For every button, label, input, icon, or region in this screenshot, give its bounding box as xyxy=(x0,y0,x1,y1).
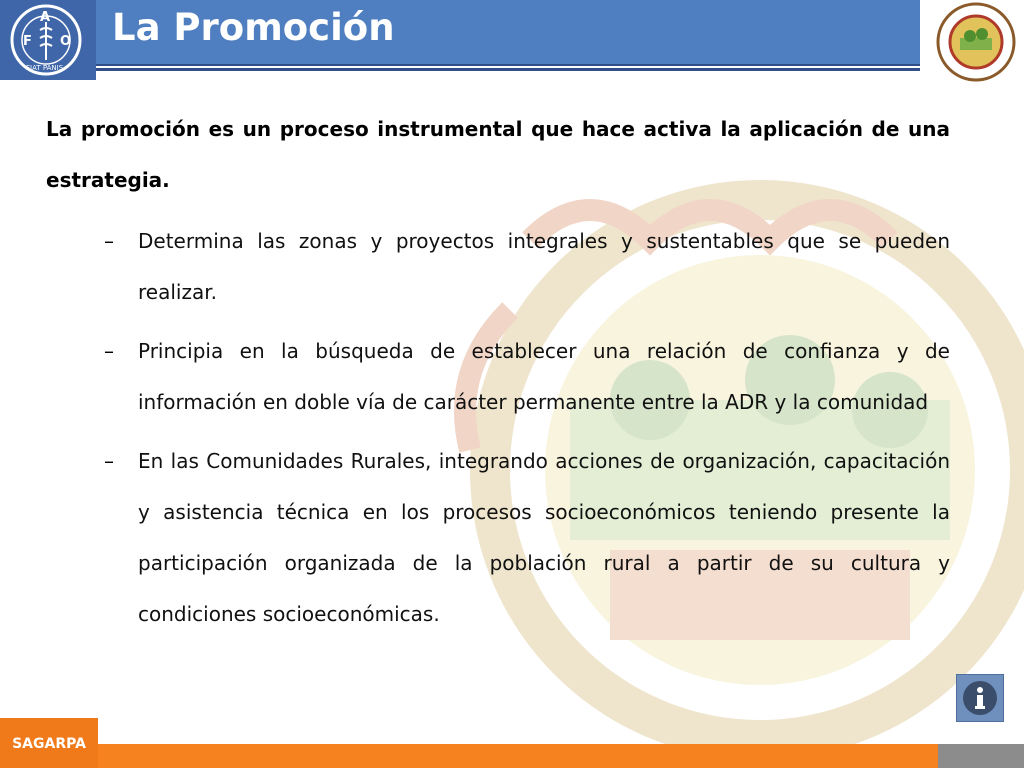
footer-bar-gray xyxy=(938,744,1024,768)
fao-letter-f: F xyxy=(23,34,32,49)
bullet-dash: – xyxy=(104,449,114,473)
fao-letter-a: A xyxy=(40,10,51,25)
footer-bar xyxy=(98,744,938,768)
bullet-dash: – xyxy=(104,229,114,253)
bullet-dash: – xyxy=(104,339,114,363)
bullet-text: En las Comunidades Rurales, integrando acciones de organización, capacitación y asistencia técnica en los procesos socioeconómicos teniendo presente la participación organizada de la población rural a partir de su cultura y condiciones socioeconómicas. xyxy=(138,449,950,626)
info-icon xyxy=(957,675,1003,721)
seal-logo xyxy=(924,0,1024,86)
sagarpa-label: SAGARPA xyxy=(12,736,86,752)
list-item xyxy=(46,436,950,640)
intro-paragraph: La promoción es un proceso instrumental que hace activa la aplicación de una estrategia. xyxy=(46,117,950,192)
fao-logo xyxy=(0,0,96,80)
title-divider xyxy=(96,68,920,71)
bullet-text: Determina las zonas y proyectos integrales y sustentables que se pueden realizar. xyxy=(138,229,950,304)
info-button[interactable] xyxy=(956,674,1004,722)
seal-emblem-icon xyxy=(924,0,1024,86)
fao-letter-o: O xyxy=(60,34,72,49)
list-item xyxy=(46,326,950,428)
bullet-list xyxy=(46,216,950,640)
fao-emblem-icon xyxy=(0,0,96,80)
fao-motto: FIAT PANIS xyxy=(26,64,64,72)
bullet-text: Principia en la búsqueda de establecer una relación de confianza y de información en doble vía de carácter permanente entre la ADR y la comunidad xyxy=(138,339,950,414)
slide-body xyxy=(46,104,950,648)
list-item xyxy=(46,216,950,318)
slide-title: La Promoción xyxy=(112,6,395,49)
